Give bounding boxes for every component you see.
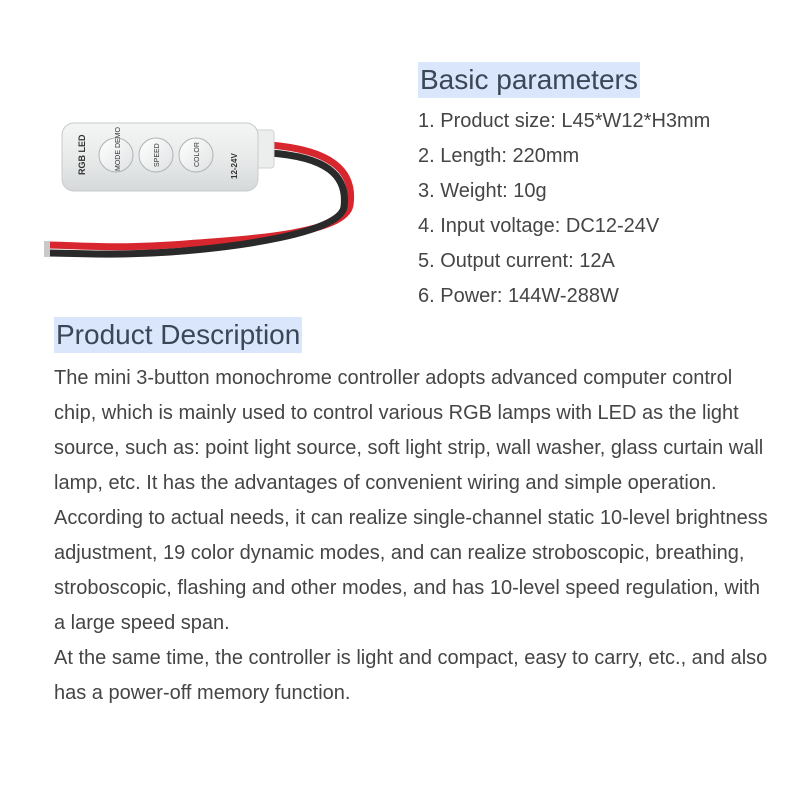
speed-button [139,138,173,172]
parameter-item: 2. Length: 220mm [418,145,580,167]
product-description-section [54,317,774,711]
parameter-item: 5. Output current: 12A [418,250,615,272]
description-paragraph: The mini 3-button monochrome controller adopts advanced computer control chip, which is mainly used to control various RGB lamps with LED as the light source, such as: point light source, soft light strip, wall washer, glass curtain wall lamp, etc. It has the advantages of convenient wiring and simple operation. [54,367,764,494]
voltage-label: 12-24V [230,153,239,179]
parameters-list [418,104,788,314]
description-paragraph: According to actual needs, it can realize single-channel static 10-level brightness adjustment, 19 color dynamic modes, and can realize stroboscopic, breathing, stroboscopic, flashing and other modes, and has 10-level speed regulation, with a large speed span. [54,507,768,634]
description-paragraph: At the same time, the controller is light and compact, easy to carry, etc., and also has a power-off memory function. [54,647,768,704]
wire-tip-black [44,249,50,257]
parameter-item: 1. Product size: L45*W12*H3mm [418,110,711,132]
color-button-label: COLOR [194,142,201,167]
color-button [179,138,213,172]
mode-button-label: MODE DEMO [115,127,122,171]
speed-button-label: SPEED [154,143,161,167]
rgb-led-logo: RGB LED [77,134,87,175]
wire-tip-red [44,241,50,249]
description-body [54,361,774,711]
basic-parameters-section [418,62,788,314]
parameter-item: 3. Weight: 10g [418,180,547,202]
product-description-heading: Product Description [54,317,302,353]
parameter-item: 4. Input voltage: DC12-24V [418,215,660,237]
parameter-item: 6. Power: 144W-288W [418,285,619,307]
product-image [30,95,390,315]
rgb-controller-illustration [30,95,390,315]
basic-parameters-heading: Basic parameters [418,62,640,98]
